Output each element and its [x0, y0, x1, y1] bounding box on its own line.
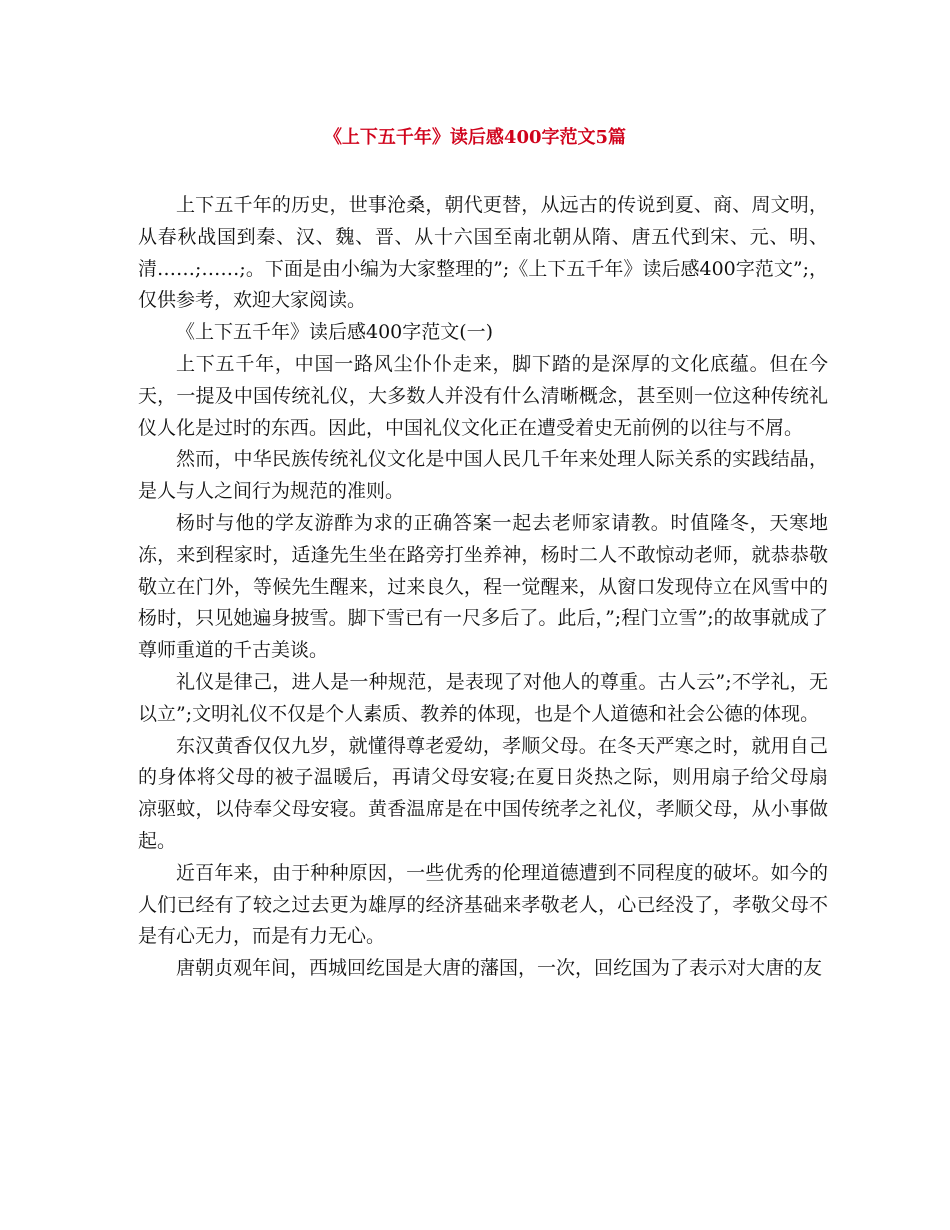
- body-paragraph: 然而，中华民族传统礼仪文化是中国人民几千年来处理人际关系的实践结晶，是人与人之间行为规范的准则。: [138, 448, 828, 503]
- body-paragraph: 唐朝贞观年间，西城回纥国是大唐的藩国，一次，回纥国为了表示对大唐的友: [176, 957, 823, 980]
- document-body: [138, 190, 828, 985]
- body-paragraph: 东汉黄香仅仅九岁，就懂得尊老爱幼，孝顺父母。在冬天严寒之时，就用自己的身体将父母的被子温暖后，再请父母安寝;在夏日炎热之际，则用扇子给父母扇凉驱蚊，以侍奉父母安寝。黄香温席是在中国传统孝之礼仪，孝顺父母，从小事做起。: [138, 734, 828, 852]
- body-paragraph: 上下五千年，中国一路风尘仆仆走来，脚下踏的是深厚的文化底蕴。但在今天，一提及中国传统礼仪，大多数人并没有什么清晰概念，甚至则一位这种传统礼仪人化是过时的东西。因此，中国礼仪文化正在遭受着史无前例的以往与不屑。: [138, 352, 828, 439]
- body-paragraph: 杨时与他的学友游酢为求的正确答案一起去老师家请教。时值隆冬，天寒地冻，来到程家时，适逢先生坐在路旁打坐养神，杨时二人不敢惊动老师，就恭恭敬敬立在门外，等候先生醒来，过来良久，程一觉醒来，从窗口发现侍立在风雪中的杨时，只见她遍身披雪。脚下雪已有一尺多后了。此后，”;程门立雪”;的故事就成了尊师重道的千古美谈。: [138, 511, 828, 662]
- intro-paragraph: 上下五千年的历史，世事沧桑，朝代更替，从远古的传说到夏、商、周文明，从春秋战国到秦、汉、魏、晋、从十六国至南北朝从隋、唐五代到宋、元、明、清……;……;。下面是由小编为大家整理的”;《上下五千年》读后感400字范文”;，仅供参考，欢迎大家阅读。: [138, 194, 828, 312]
- document-title: 《上下五千年》读后感400字范文5篇: [323, 127, 627, 148]
- body-paragraph: 礼仪是律己，进人是一种规范，是表现了对他人的尊重。古人云”;不学礼，无以立”;文明礼仪不仅是个人素质、教养的体现，也是个人道德和社会公德的体现。: [138, 670, 828, 725]
- section-heading: 《上下五千年》读后感400字范文(一): [176, 321, 494, 344]
- body-paragraph: 近百年来，由于种种原因，一些优秀的伦理道德遭到不同程度的破坏。如今的人们已经有了较之过去更为雄厚的经济基础来孝敬老人，心已经没了，孝敬父母不是有心无力，而是有力无心。: [138, 861, 828, 948]
